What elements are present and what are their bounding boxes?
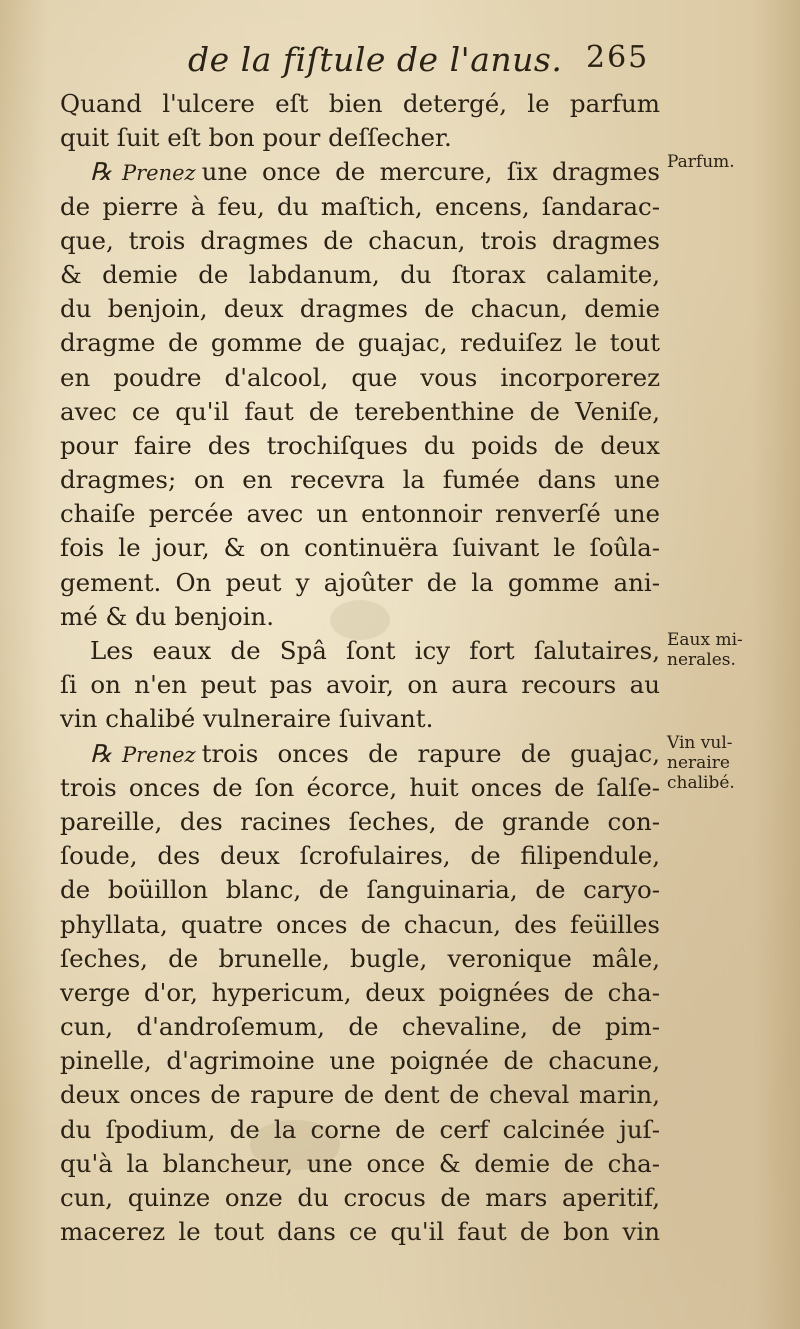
text-line: verge d'or, hypericum, deux poignées de cha- [60, 977, 660, 1007]
text-line: pareille, des racines ſeches, de grande con- [60, 806, 660, 836]
text-line: en poudre d'alcool, que vous incorporerez [60, 362, 660, 392]
text-line: cun, quinze onze du crocus de mars aperitif, [60, 1183, 660, 1212]
text-line: cun, d'androſemum, de chevaline, de pim- [60, 1012, 660, 1042]
margin-note-line: chalibé. [667, 773, 735, 793]
text-line: fois le jour, & on continuëra ſuivant le ſoûla- [60, 533, 660, 563]
text-line: pinelle, d'agrimoine une poignée de chacune, [60, 1046, 660, 1076]
recipe-word: Prenez [121, 742, 196, 767]
text-line: trois onces de ſon écorce, huit onces de ſalſe- [60, 772, 660, 802]
text-line: Quand l'ulcere eſt bien detergé, le parfum [60, 89, 660, 118]
text-line [60, 737, 660, 771]
text-line: chaiſe percée avec un entonnoir renverſé une [60, 499, 660, 529]
running-title: de la fiſtule de l'anus. [188, 40, 563, 79]
text-line: dragmes; on en recevra la fumée dans une [60, 465, 660, 495]
page-header [0, 40, 800, 90]
text-line: ſi on n'en peut pas avoir, on aura recours au [60, 670, 660, 700]
text-line-content: une once de mercure, ſix dragmes [201, 157, 660, 187]
text-line [60, 155, 660, 189]
margin-note-eaux-minerales [667, 630, 792, 670]
text-line: pour faire des trochiſques du poids de deux [60, 430, 660, 460]
recipe-word: Prenez [121, 161, 196, 186]
text-line: ſeches, de brunelle, bugle, veronique mâle, [60, 943, 660, 973]
margin-note-line: neraire [667, 753, 730, 773]
margin-note-line: nerales. [667, 650, 736, 670]
text-line: phyllata, quatre onces de chacun, des feüilles [60, 909, 660, 939]
text-line: qu'à la blancheur, une once & demie de cha- [60, 1148, 660, 1178]
text-line: Les eaux de Spâ ſont icy fort ſalutaires, [90, 636, 660, 665]
margin-note-parfum [667, 152, 792, 172]
margin-note-line: Vin vul- [667, 733, 733, 753]
recipe-mark: ℞ [90, 157, 112, 187]
page-number: 265 [586, 40, 650, 75]
text-line: macerez le tout dans ce qu'il faut de bon vin [60, 1217, 660, 1247]
text-line: vin chalibé vulneraire ſuivant. [60, 704, 434, 734]
text-line: dragme de gomme de guajac, reduiſez le tout [60, 328, 660, 358]
text-line: avec ce qu'il faut de terebenthine de Veniſe, [60, 396, 660, 426]
text-line: deux onces de rapure de dent de cheval marin, [60, 1080, 660, 1110]
text-line: gement. On peut y ajoûter de la gomme ani- [60, 567, 660, 597]
text-line: du benjoin, deux dragmes de chacun, demie [60, 294, 660, 324]
text-line: de boüillon blanc, de ſanguinaria, de caryo- [60, 875, 660, 905]
text-line: quit ſuit eſt bon pour deſſecher. [60, 123, 452, 153]
margin-note-line: Eaux mi- [667, 630, 743, 650]
margin-note-vin-vulneraire [667, 733, 792, 793]
recipe-mark: ℞ [90, 738, 112, 768]
text-line: que, trois dragmes de chacun, trois dragmes [60, 225, 660, 255]
text-line: mé & du benjoin. [60, 601, 275, 631]
text-line: du ſpodium, de la corne de cerf calcinée juſ- [60, 1114, 660, 1144]
body-text [60, 87, 660, 1249]
text-line: de pierre à feu, du maſtich, encens, ſandarac- [60, 191, 660, 221]
text-line-content: trois onces de rapure de guajac, [201, 738, 660, 768]
text-line: & demie de labdanum, du ſtorax calamite, [60, 259, 660, 289]
margin-note-line: Parfum. [667, 152, 735, 172]
text-line: ſoude, des deux ſcrofulaires, de filipendule, [60, 841, 660, 871]
